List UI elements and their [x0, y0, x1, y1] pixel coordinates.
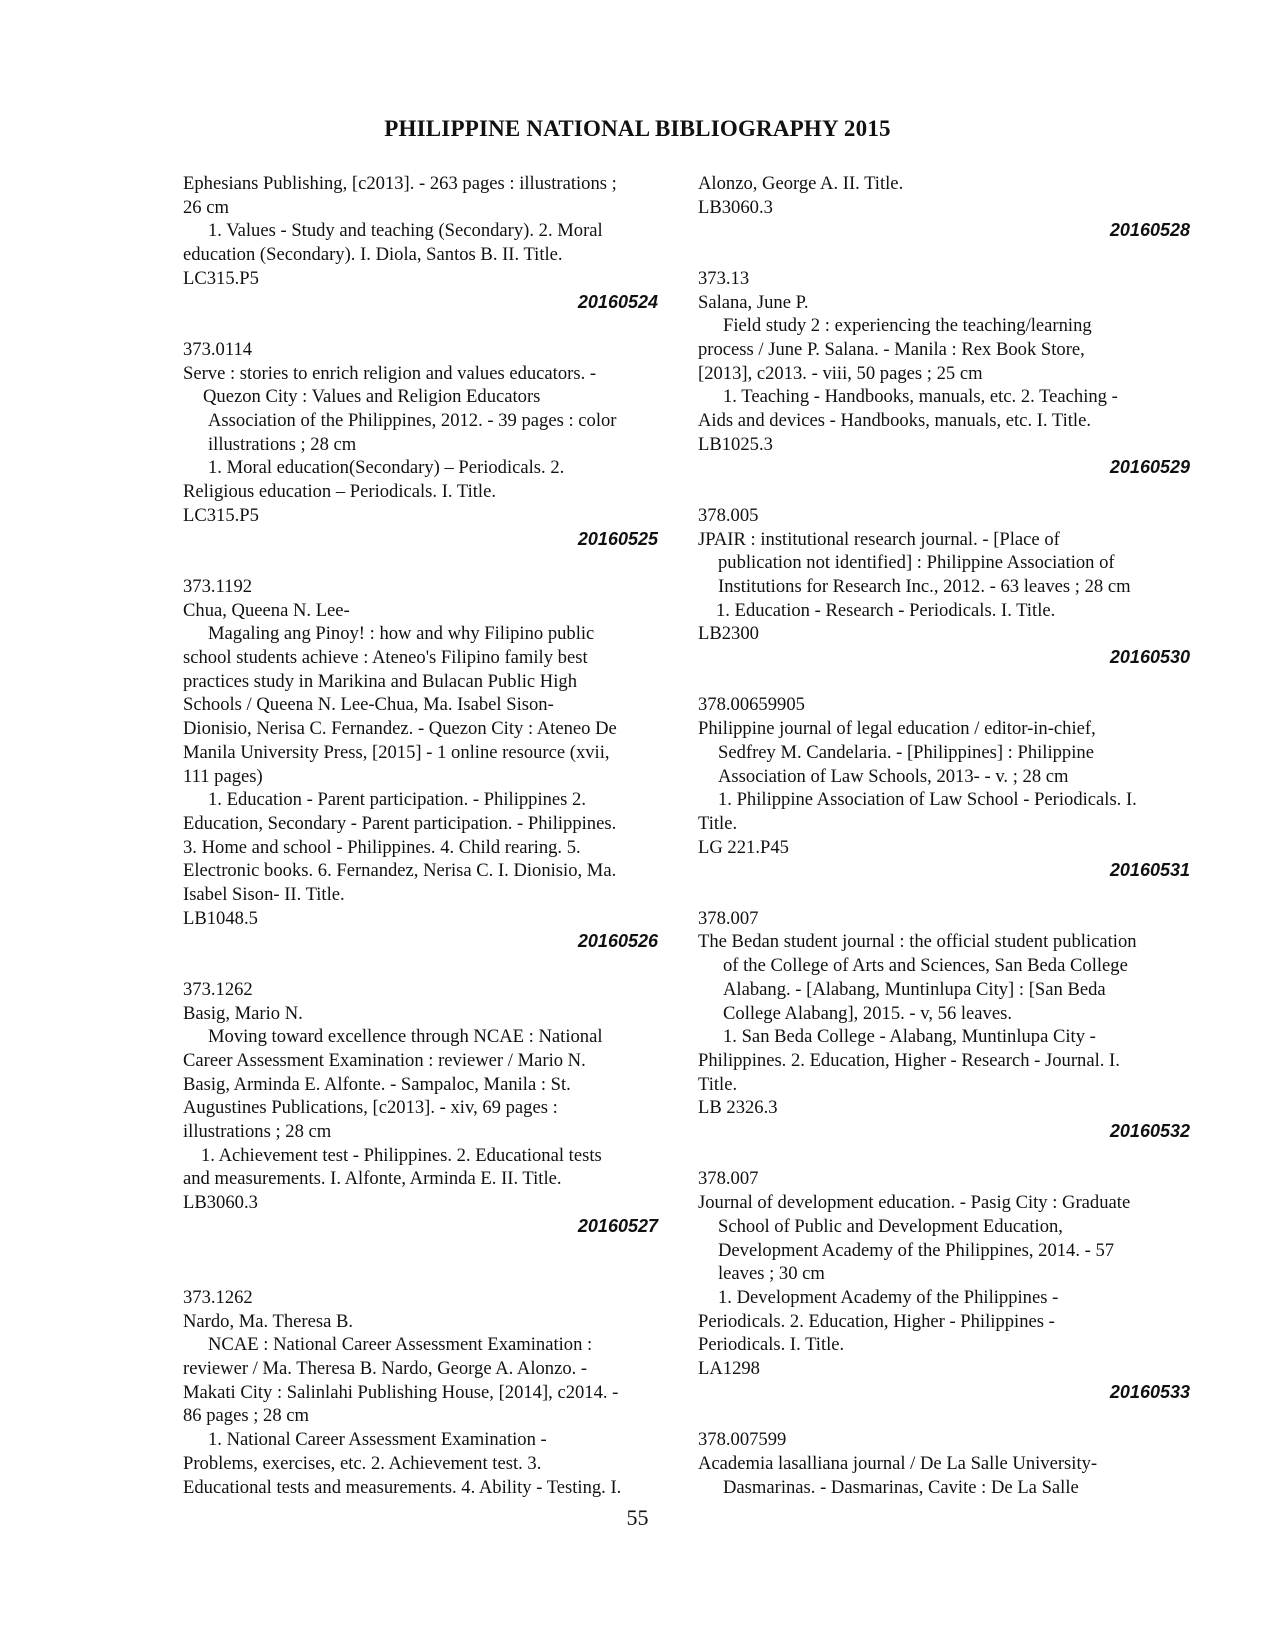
entry-line: Schools / Queena N. Lee-Chua, Ma. Isabel Sison- [183, 694, 554, 716]
entry-title: The Bedan student journal : the official student publication [698, 931, 1137, 953]
subject-line: 1. Education - Research - Periodicals. I. Title. [716, 599, 1056, 621]
entry-title: Journal of development education. - Pasig City : Graduate [698, 1192, 1131, 1214]
call-number: LB2300 [698, 623, 759, 645]
right-column [698, 172, 1190, 1499]
page-number: 55 [626, 1505, 649, 1530]
entry-continued [698, 172, 1190, 243]
call-number: LB 2326.3 [698, 1097, 778, 1119]
subject-line: 1. National Career Assessment Examination - [208, 1429, 547, 1451]
call-number: LB1048.5 [183, 907, 258, 929]
entry-line: College Alabang], 2015. - v, 56 leaves. [723, 1002, 1012, 1024]
entry-line: Educational tests and measurements. 4. Ability - Testing. I. [183, 1476, 622, 1498]
entry-line: and measurements. I. Alfonte, Arminda E. II. Title. [183, 1168, 562, 1190]
subject-line: 1. Moral education(Secondary) – Periodicals. 2. [208, 457, 565, 479]
entry-line: Isabel Sison- II. Title. [183, 884, 345, 906]
subject-line: 1. San Beda College - Alabang, Muntinlupa City - [723, 1026, 1096, 1048]
accession-number: 20160529 [1109, 457, 1190, 478]
entry-line: Education, Secondary - Parent participation. - Philippines. [183, 812, 617, 834]
entry-line: Sedfrey M. Candelaria. - [Philippines] : Philippine [718, 741, 1094, 763]
entry-line: leaves ; 30 cm [718, 1263, 825, 1285]
classification-number: 378.007 [698, 907, 759, 929]
entry-line: illustrations ; 28 cm [183, 1121, 332, 1143]
entry-line: Quezon City : Values and Religion Educators [203, 386, 541, 408]
entry [183, 978, 658, 1239]
entry-line: Dionisio, Nerisa C. Fernandez. - Quezon City : Ateneo De [183, 718, 617, 740]
entry [698, 504, 1190, 670]
classification-number: 373.13 [698, 267, 750, 289]
classification-number: 373.1262 [183, 978, 253, 1000]
entry [698, 267, 1190, 480]
classification-number: 378.007 [698, 1168, 759, 1190]
left-column [183, 172, 658, 1499]
subject-line: 1. Philippine Association of Law School - Periodicals. I. [718, 789, 1137, 811]
entry-line: practices study in Marikina and Bulacan Public High [183, 670, 577, 692]
entry-author: Chua, Queena N. Lee- [183, 599, 350, 621]
entry-author: Basig, Mario N. [183, 1002, 303, 1024]
entry-line: Philippines. 2. Education, Higher - Research - Journal. I. [698, 1049, 1120, 1071]
entry-line: [2013], c2013. - viii, 50 pages ; 25 cm [698, 362, 983, 384]
subject-line: 1. Education - Parent participation. - Philippines 2. [208, 789, 586, 811]
classification-number: 373.1192 [183, 575, 253, 597]
accession-number: 20160526 [577, 931, 658, 952]
accession-number: 20160533 [1109, 1381, 1190, 1402]
entry-title: Serve : stories to enrich religion and values educators. - [183, 362, 597, 384]
entry-line: Association of the Philippines, 2012. - 39 pages : color [208, 410, 617, 432]
call-number: LB3060.3 [698, 196, 773, 218]
entry-line: 3. Home and school - Philippines. 4. Child rearing. 5. [183, 836, 581, 858]
entry-title: NCAE : National Career Assessment Examination : [208, 1334, 593, 1356]
entry-line: school students achieve : Ateneo's Filipino family best [183, 647, 588, 669]
page-title: PHILIPPINE NATIONAL BIBLIOGRAPHY 2015 [384, 116, 891, 141]
entry [698, 1167, 1190, 1404]
subject-line: 1. Achievement test - Philippines. 2. Educational tests [201, 1144, 602, 1166]
entry-line: Title. [698, 1073, 738, 1095]
subject-line: 1. Values - Study and teaching (Secondary). 2. Moral [208, 220, 603, 242]
accession-number: 20160528 [1109, 220, 1190, 241]
entry-line: illustrations ; 28 cm [208, 433, 357, 455]
entry-line: Alonzo, George A. II. Title. [698, 173, 904, 194]
entry-line: Ephesians Publishing, [c2013]. - 263 pages : illustrations ; [183, 173, 617, 194]
entry-line: of the College of Arts and Sciences, San Beda College [723, 955, 1128, 977]
entry-line: Career Assessment Examination : reviewer / Mario N. [183, 1049, 586, 1071]
accession-number: 20160530 [1109, 647, 1190, 668]
entry-line: 86 pages ; 28 cm [183, 1405, 309, 1427]
entry-line: Association of Law Schools, 2013- - v. ; 28 cm [718, 765, 1069, 787]
call-number: LA1298 [698, 1358, 760, 1380]
subject-line: 1. Development Academy of the Philippines - [718, 1286, 1059, 1308]
entry-line: Development Academy of the Philippines, 2014. - 57 [718, 1239, 1115, 1261]
entry-line: publication not identified] : Philippine Association of [718, 552, 1115, 574]
entry-title: JPAIR : institutional research journal. - [Place of [698, 528, 1060, 550]
entry-line: Manila University Press, [2015] - 1 online resource (xvii, [183, 741, 610, 763]
entry-title: Academia lasalliana journal / De La Salle University- [698, 1452, 1098, 1474]
classification-number: 373.1262 [183, 1286, 253, 1308]
entry-line: Periodicals. I. Title. [698, 1334, 845, 1356]
entry-line: Electronic books. 6. Fernandez, Nerisa C. I. Dionisio, Ma. [183, 860, 617, 882]
entry [698, 907, 1190, 1144]
call-number: LC315.P5 [183, 267, 259, 289]
entry-line: Dasmarinas. - Dasmarinas, Cavite : De La Salle [723, 1476, 1079, 1498]
classification-number: 378.00659905 [698, 694, 805, 716]
entry-title: Magaling ang Pinoy! : how and why Filipino public [208, 623, 595, 645]
entry-title: Moving toward excellence through NCAE : National [208, 1026, 603, 1048]
entry-line: reviewer / Ma. Theresa B. Nardo, George A. Alonzo. - [183, 1358, 588, 1380]
entry-line: Institutions for Research Inc., 2012. - 63 leaves ; 28 cm [718, 575, 1131, 597]
entry-line: School of Public and Development Education, [718, 1215, 1063, 1237]
entry-line: Aids and devices - Handbooks, manuals, etc. I. Title. [698, 410, 1091, 432]
classification-number: 373.0114 [183, 338, 253, 360]
entry-line: Augustines Publications, [c2013]. - xiv, 69 pages : [183, 1097, 558, 1119]
entry-author: Nardo, Ma. Theresa B. [183, 1310, 354, 1332]
accession-number: 20160524 [577, 291, 658, 312]
subject-line: 1. Teaching - Handbooks, manuals, etc. 2. Teaching - [723, 386, 1118, 408]
accession-number: 20160525 [577, 528, 658, 549]
entry-title: Philippine journal of legal education / editor-in-chief, [698, 718, 1096, 740]
entry-line: 26 cm [183, 196, 229, 218]
entry-line: Problems, exercises, etc. 2. Achievement test. 3. [183, 1452, 542, 1474]
accession-number: 20160527 [577, 1215, 658, 1236]
call-number: LG 221.P45 [698, 836, 789, 858]
entry-continued [183, 172, 658, 314]
call-number: LB1025.3 [698, 433, 773, 455]
entry-line: Basig, Arminda E. Alfonte. - Sampaloc, Manila : St. [183, 1073, 571, 1095]
entry-line: Makati City : Salinlahi Publishing House, [2014], c2014. - [183, 1381, 619, 1403]
entry-author: Salana, June P. [698, 291, 809, 313]
entry-line: Periodicals. 2. Education, Higher - Philippines - [698, 1310, 1055, 1332]
entry [183, 1286, 658, 1499]
call-number: LC315.P5 [183, 504, 259, 526]
entry-line: education (Secondary). I. Diola, Santos B. II. Title. [183, 244, 563, 266]
entry [698, 1428, 1190, 1499]
entry-title: Field study 2 : experiencing the teaching/learning [723, 315, 1092, 337]
classification-number: 378.007599 [698, 1429, 787, 1451]
classification-number: 378.005 [698, 504, 759, 526]
entry-line: 111 pages) [183, 765, 263, 787]
entry [698, 693, 1190, 883]
accession-number: 20160532 [1109, 1121, 1190, 1142]
entry-line: Religious education – Periodicals. I. Title. [183, 481, 496, 503]
entry [183, 575, 658, 954]
entry [183, 338, 658, 551]
entry-line: Alabang. - [Alabang, Muntinlupa City] : [San Beda [723, 978, 1106, 1000]
call-number: LB3060.3 [183, 1192, 258, 1214]
accession-number: 20160531 [1109, 860, 1190, 881]
entry-line: Title. [698, 812, 738, 834]
entry-line: process / June P. Salana. - Manila : Rex Book Store, [698, 338, 1085, 360]
